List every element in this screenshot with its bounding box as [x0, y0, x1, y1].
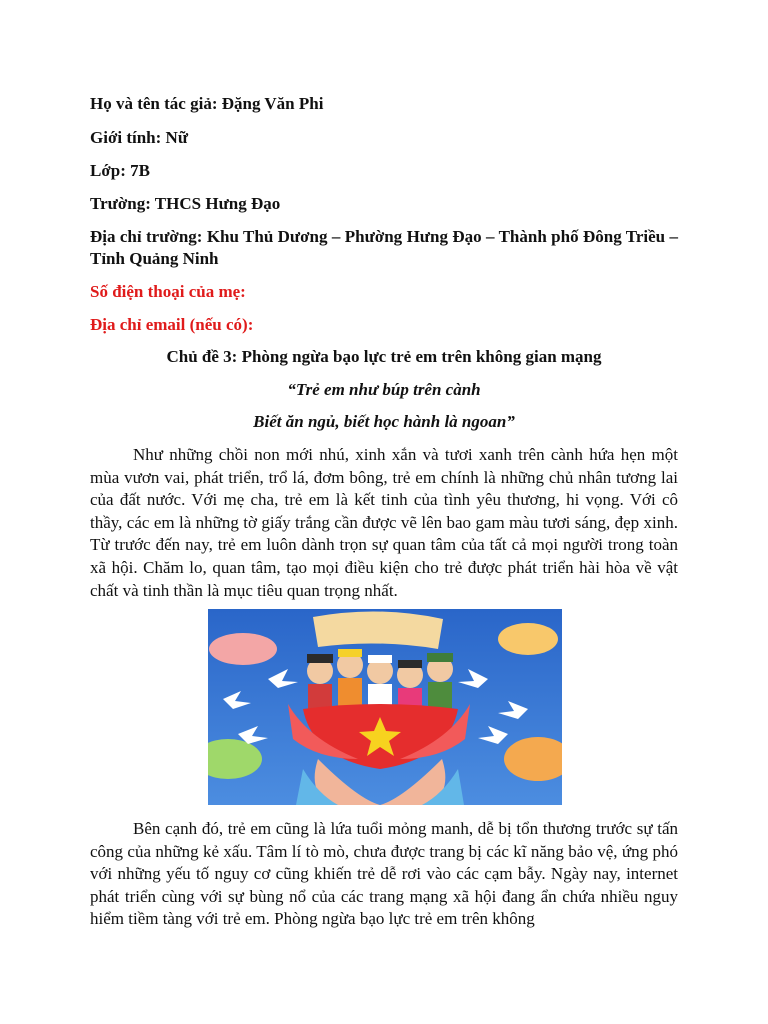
phone-field: Số điện thoại của mẹ:: [90, 282, 246, 301]
gender-field: Giới tính: Nữ: [90, 128, 189, 147]
paragraph-2: Bên cạnh đó, trẻ em cũng là lứa tuổi mỏng manh, dễ bị tổn thương trước sự tấn công của những kẻ xấu. Tâm lí tò mò, chưa được trang bị các kĩ năng bảo vệ, ứng phó với những yếu tố nguy cơ cũng khiến trẻ dễ rơi vào các cạm bẫy. Ngày nay, internet phát triển cùng với sự bùng nổ của các trang mạng xã hội đang ẩn chứa nhiều nguy hiểm tiềm tàng với trẻ em. Phòng ngừa bạo lực trẻ em trên không: [90, 819, 678, 929]
address-field: Địa chỉ trường: Khu Thủ Dương – Phường Hưng Đạo – Thành phố Đông Triều – Tỉnh Quảng Ninh: [90, 227, 678, 268]
email-field: Địa chỉ email (nếu có):: [90, 315, 254, 334]
children-lotus-illustration: [208, 609, 562, 805]
author-field: Họ và tên tác giả: Đặng Văn Phi: [90, 94, 324, 113]
poem-line-1: “Trẻ em như búp trên cành: [287, 380, 481, 399]
class-field: Lớp: 7B: [90, 161, 150, 180]
school-field: Trường: THCS Hưng Đạo: [90, 194, 281, 213]
poem-line-2: Biết ăn ngủ, biết học hành là ngoan”: [253, 412, 515, 431]
topic-heading: Chủ đề 3: Phòng ngừa bạo lực trẻ em trên không gian mạng: [166, 347, 602, 366]
paragraph-1: Như những chồi non mới nhú, xinh xắn và tươi xanh trên cành hứa hẹn một mùa vươn vai, phát triển, trổ lá, đơm bông, trẻ em chính là những chủ nhân tương lai của đất nước. Với mẹ cha, trẻ em là kết tinh của tình yêu thương, hi vọng. Với cô thầy, các em là những tờ giấy trắng cần được vẽ lên bao gam màu tươi sáng, đẹp xinh. Từ trước đến nay, trẻ em luôn dành trọn sự quan tâm của tất cả mọi người trong toàn xã hội. Chăm lo, quan tâm, tạo mọi điều kiện cho trẻ được phát triển hài hòa về vật chất và tinh thần là mục tiêu quan trọng nhất.: [90, 445, 678, 600]
